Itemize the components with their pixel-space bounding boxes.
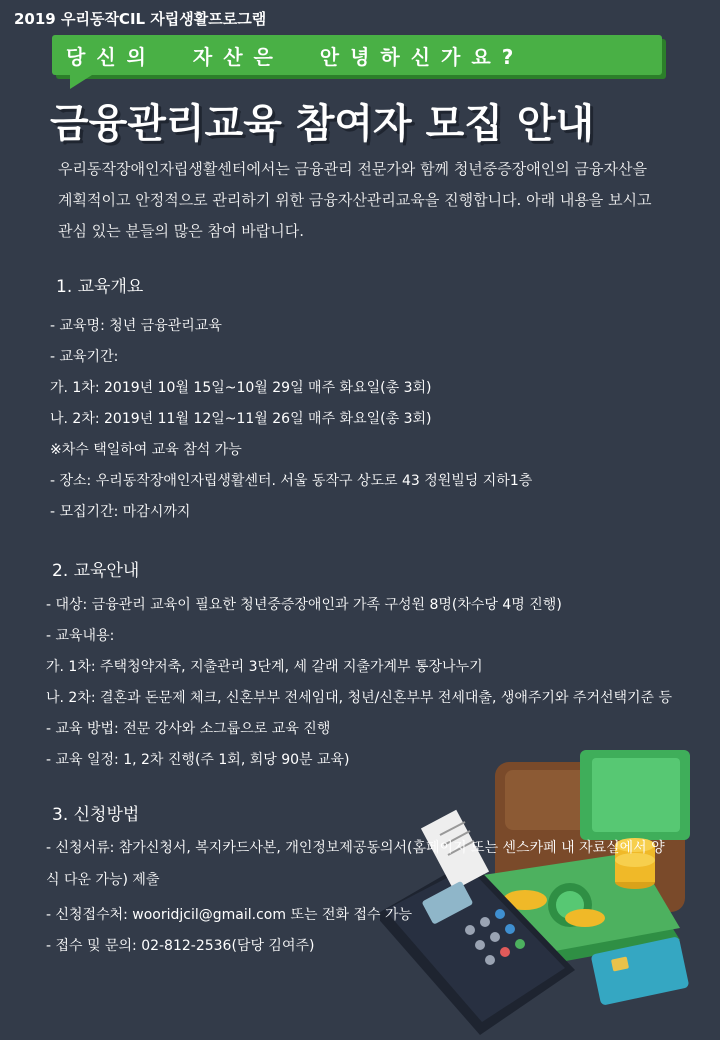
intro-line: 우리동작장애인자립생활센터에서는 금융관리 전문가와 함께 청년중증장애인의 금융자산을 — [58, 160, 647, 178]
list-item: - 대상: 금융관리 교육이 필요한 청년중증장애인과 가족 구성원 8명(차수당 4명 진행) — [46, 597, 562, 613]
list-item: - 교육내용: — [46, 628, 115, 644]
list-item: 나. 2차: 2019년 11월 12일~11월 26일 매주 화요일(총 3회) — [50, 411, 432, 427]
list-item: - 교육 방법: 전문 강사와 소그룹으로 교육 진행 — [46, 721, 331, 737]
list-item: - 교육 일정: 1, 2차 진행(주 1회, 회당 90분 교육) — [46, 752, 350, 768]
section-title-guide: 2. 교육안내 — [52, 561, 140, 581]
slogan-text: 당신의 자산은 안녕하신가요? — [66, 44, 525, 69]
program-label: 2019 우리동작CIL 자립생활프로그램 — [14, 10, 267, 28]
list-item: 가. 1차: 2019년 10월 15일~10월 29일 매주 화요일(총 3회) — [50, 380, 432, 396]
slogan-banner — [52, 35, 662, 75]
list-item: - 접수 및 문의: 02-812-2536(담당 김여주) — [46, 938, 315, 954]
list-item: ※차수 택일하여 교육 참석 가능 — [50, 442, 242, 458]
list-item: - 교육명: 청년 금융관리교육 — [50, 318, 222, 334]
list-item: - 모집기간: 마감시까지 — [50, 504, 191, 520]
list-item: - 신청접수처: wooridjcil@gmail.com 또는 전화 접수 가능 — [46, 907, 412, 923]
page-title: 금융관리교육 참여자 모집 안내 — [50, 101, 595, 147]
list-item: 가. 1차: 주택청약저축, 지출관리 3단계, 세 갈래 지출가계부 통장나누기 — [46, 659, 483, 675]
intro-line: 계획적이고 안정적으로 관리하기 위한 금융자산관리교육을 진행합니다. 아래 내용을 보시고 — [58, 191, 652, 209]
list-item: - 장소: 우리동작장애인자립생활센터. 서울 동작구 상도로 43 정원빌딩 지하1층 — [50, 473, 533, 489]
list-item: - 신청서류: 참가신청서, 복지카드사본, 개인정보제공동의서(홈페이지 또는 센스카페 내 자료실에서 양식 다운 가능) 제출 — [46, 840, 665, 888]
intro-line: 관심 있는 분들의 많은 참여 바랍니다. — [58, 222, 304, 240]
intro-paragraph — [58, 154, 678, 247]
section-title-application: 3. 신청방법 — [52, 805, 140, 825]
list-item: 나. 2차: 결혼과 돈문제 체크, 신혼부부 전세임대, 청년/신혼부부 전세대출, 생애주기와 주거선택기준 등 — [46, 690, 673, 706]
list-item: - 교육기간: — [50, 349, 119, 365]
banner-tail — [70, 75, 92, 89]
section-title-overview: 1. 교육개요 — [56, 277, 144, 297]
